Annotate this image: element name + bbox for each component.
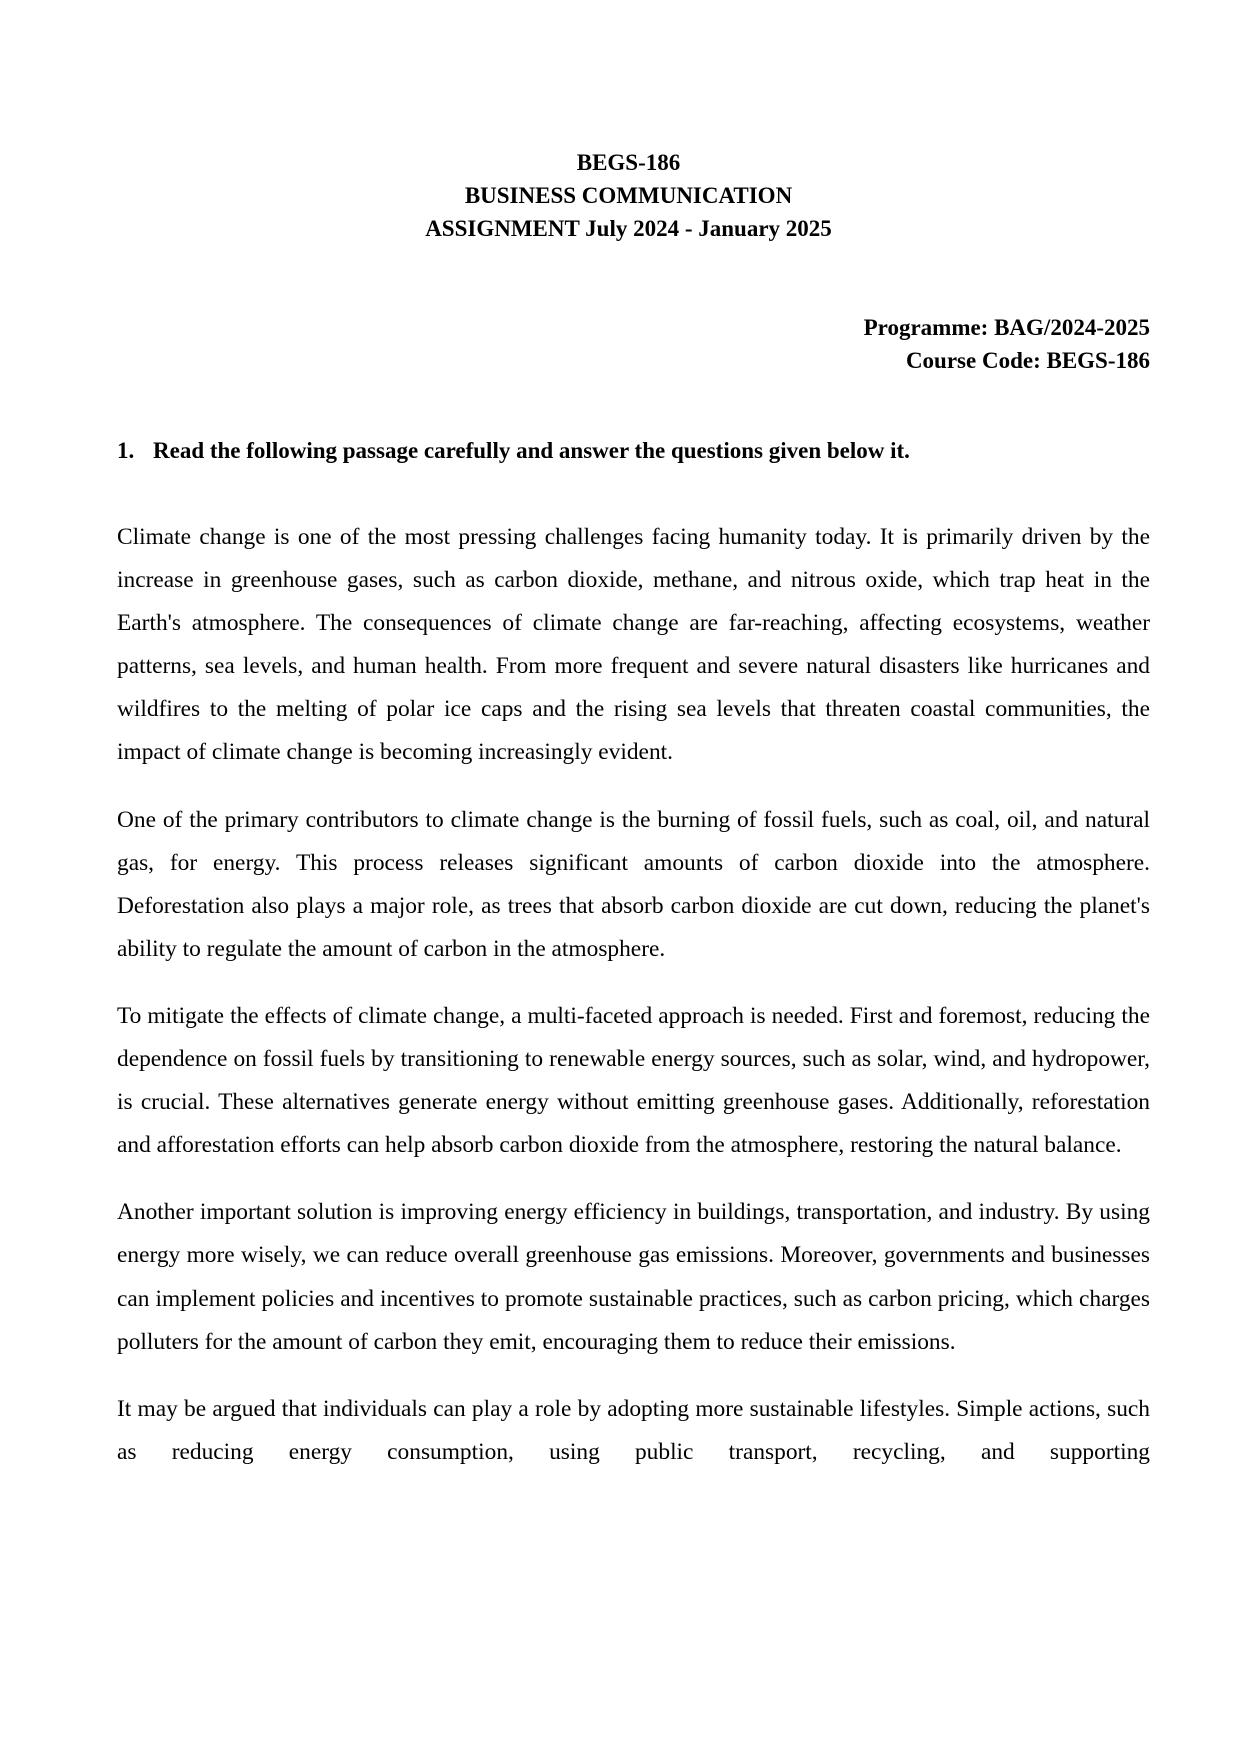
passage-paragraph: Climate change is one of the most pressing challenges facing humanity today. It is primarily driven by the increase in greenhouse gases, such as carbon dioxide, methane, and nitrous oxide, which trap heat in the Earth's atmosphere. The consequences of climate change are far-reaching, affecting ecosystems, weather patterns, sea levels, and human health. From more frequent and severe natural disasters like hurricanes and wildfires to the melting of polar ice caps and the rising sea levels that threaten coastal communities, the impact of climate change is becoming increasingly evident. <box>117 524 1150 766</box>
assignment-period: ASSIGNMENT July 2024 - January 2025 <box>425 216 832 241</box>
passage-paragraph: To mitigate the effects of climate change, a multi-faceted approach is needed. First and foremost, reducing the dependence on fossil fuels by transitioning to renewable energy sources, such as solar, wind, and hydropower, is crucial. These alternatives generate energy without emitting greenhouse gases. Additionally, reforestation and afforestation efforts can help absorb carbon dioxide from the atmosphere, restoring the natural balance. <box>117 1002 1150 1159</box>
question-number: 1. <box>117 438 135 463</box>
passage <box>117 516 1150 1498</box>
course-code-label: Course Code: BEGS-186 <box>905 348 1150 373</box>
course-name: BUSINESS COMMUNICATION <box>464 183 793 208</box>
passage-paragraph: It may be argued that individuals can play a role by adopting more sustainable lifestyles. Simple actions, such as reducing energy consumption, using public transport, recycling, and supporting <box>117 1395 1150 1465</box>
document-header <box>0 146 1241 245</box>
programme-label: Programme: BAG/2024-2025 <box>863 315 1150 340</box>
passage-paragraph: One of the primary contributors to climate change is the burning of fossil fuels, such as coal, oil, and natural gas, for energy. This process releases significant amounts of carbon dioxide into the atmosphere. Deforestation also plays a major role, as trees that absorb carbon dioxide are cut down, reducing the planet's ability to regulate the amount of carbon in the atmosphere. <box>117 806 1150 962</box>
question-text: Read the following passage carefully and answer the questions given below it. <box>153 438 910 463</box>
document-meta <box>864 311 1150 377</box>
course-code-title: BEGS-186 <box>576 150 681 175</box>
passage-paragraph: Another important solution is improving energy efficiency in buildings, transportation, and industry. By using energy more wisely, we can reduce overall greenhouse gas emissions. Moreover, governments and businesses can implement policies and incentives to promote sustainable practices, such as carbon pricing, which charges polluters for the amount of carbon they emit, encouraging them to reduce their emissions. <box>117 1199 1150 1355</box>
question-1 <box>117 436 1150 466</box>
